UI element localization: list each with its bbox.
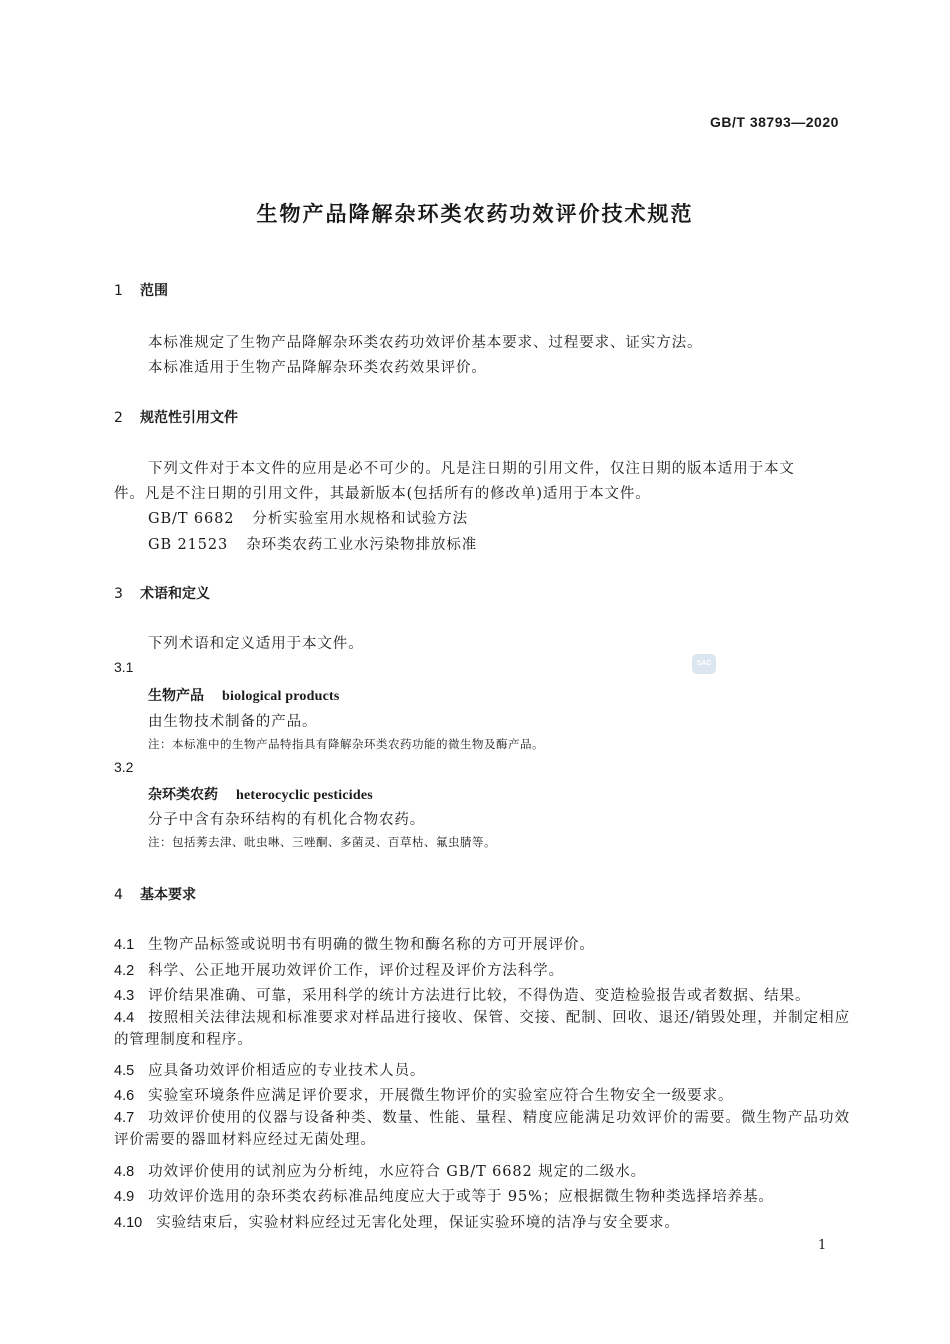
term-definition: 分子中含有杂环结构的有机化合物农药。 [148, 812, 426, 828]
item-text: 生物产品标签或说明书有明确的微生物和酶名称的方可开展评价。 [148, 937, 595, 953]
item-number: 4.5 [114, 1063, 135, 1079]
reference-name: 杂环类农药工业水污染物排放标准 [246, 537, 478, 553]
requirement-item [114, 1160, 646, 1181]
item-text: 功效评价使用的仪器与设备种类、数量、性能、量程、精度应能满足功效评价的需要。微生物产品功效评价需要的器皿材料应经过无菌处理。 [114, 1110, 850, 1148]
section-title: 规范性引用文件 [140, 410, 238, 426]
requirement-item [114, 959, 564, 980]
item-text: 实验结束后，实验材料应经过无害化处理，保证实验环境的洁净与安全要求。 [156, 1215, 680, 1231]
reference-item [148, 533, 477, 554]
term-heading [148, 784, 373, 804]
term-note: 注：包括莠去津、吡虫啉、三唑酮、多菌灵、百草枯、氟虫腈等。 [148, 835, 496, 849]
reference-code: GB 21523 [148, 537, 229, 553]
sac-watermark-logo: SAC [692, 654, 716, 674]
requirement-item [114, 1107, 850, 1151]
item-number: 4.10 [114, 1215, 143, 1231]
section-3-heading [114, 583, 210, 603]
standard-number: GB/T 38793—2020 [710, 114, 839, 130]
item-number: 4.2 [114, 963, 135, 979]
section-title: 术语和定义 [140, 586, 210, 602]
term-en: biological products [222, 689, 340, 704]
paragraph: 件。凡是不注日期的引用文件，其最新版本(包括所有的修改单)适用于本文件。 [114, 486, 651, 502]
requirement-item [114, 1211, 680, 1232]
section-number: 3 [114, 586, 123, 602]
item-number: 4.8 [114, 1164, 135, 1180]
item-number: 4.1 [114, 937, 135, 953]
item-number: 4.6 [114, 1088, 135, 1104]
term-heading [148, 685, 340, 705]
section-title: 范围 [140, 283, 168, 299]
page-number: 1 [818, 1238, 827, 1253]
item-text: 评价结果准确、可靠，采用科学的统计方法进行比较，不得伪造、变造检验报告或者数据、结果。 [148, 988, 811, 1004]
reference-item [148, 507, 468, 528]
term-definition: 由生物技术制备的产品。 [148, 714, 318, 730]
section-number: 4 [114, 887, 123, 903]
item-number: 4.9 [114, 1189, 135, 1205]
item-text: 功效评价选用的杂环类农药标准品纯度应大于或等于 95%；应根据微生物种类选择培养基。 [148, 1189, 774, 1205]
requirement-item [114, 933, 595, 954]
requirement-item [114, 1185, 774, 1206]
term-note: 注：本标准中的生物产品特指具有降解杂环类农药功能的微生物及酶产品。 [148, 737, 544, 751]
reference-code: GB/T 6682 [148, 511, 235, 527]
item-number: 4.7 [114, 1110, 135, 1126]
item-text: 应具备功效评价相适应的专业技术人员。 [148, 1063, 426, 1079]
section-2-heading [114, 407, 238, 427]
item-text: 实验室环境条件应满足评价要求，开展微生物评价的实验室应符合生物安全一级要求。 [148, 1088, 734, 1104]
document-title: 生物产品降解杂环类农药功效评价技术规范 [256, 202, 694, 226]
paragraph: 本标准规定了生物产品降解杂环类农药功效评价基本要求、过程要求、证实方法。 [148, 335, 703, 351]
section-title: 基本要求 [140, 887, 196, 903]
section-1-heading [114, 280, 168, 300]
item-text: 按照相关法律法规和标准要求对样品进行接收、保管、交接、配制、回收、退还/销毁处理，并制定相应的管理制度和程序。 [114, 1010, 850, 1048]
requirement-item [114, 1084, 733, 1105]
term-number: 3.2 [114, 759, 134, 775]
section-number: 2 [114, 410, 123, 426]
requirement-item [114, 1007, 850, 1051]
requirement-item [114, 1059, 425, 1080]
term-en: heterocyclic pesticides [236, 788, 373, 803]
reference-name: 分析实验室用水规格和试验方法 [252, 511, 469, 527]
paragraph: 本标准适用于生物产品降解杂环类农药效果评价。 [148, 360, 487, 376]
item-text: 科学、公正地开展功效评价工作，评价过程及评价方法科学。 [148, 963, 564, 979]
item-text: 功效评价使用的试剂应为分析纯，水应符合 GB/T 6682 规定的二级水。 [148, 1164, 646, 1180]
paragraph: 下列术语和定义适用于本文件。 [148, 636, 364, 652]
paragraph: 下列文件对于本文件的应用是必不可少的。凡是注日期的引用文件，仅注日期的版本适用于本文 [148, 461, 795, 477]
item-number: 4.3 [114, 988, 135, 1004]
term-zh: 生物产品 [148, 688, 204, 704]
item-number: 4.4 [114, 1010, 135, 1026]
section-number: 1 [114, 283, 123, 299]
term-number: 3.1 [114, 659, 134, 675]
requirement-item [114, 984, 810, 1005]
section-4-heading [114, 884, 196, 904]
term-zh: 杂环类农药 [148, 787, 218, 803]
